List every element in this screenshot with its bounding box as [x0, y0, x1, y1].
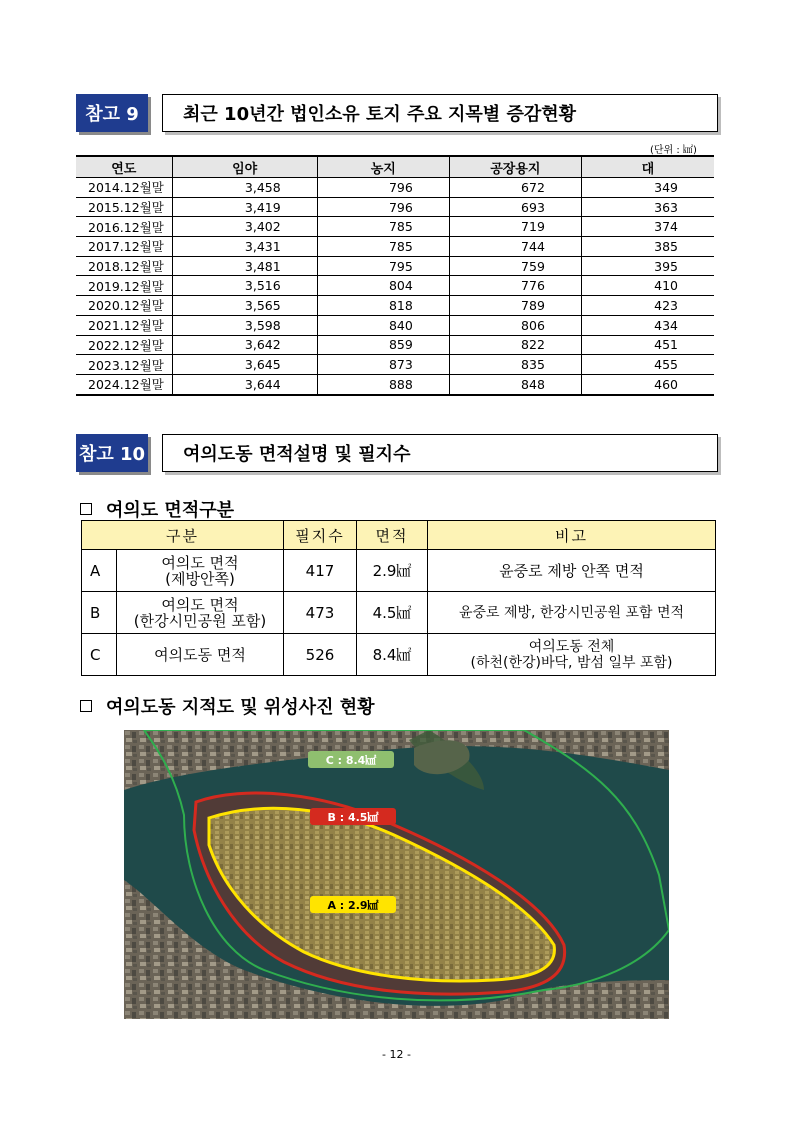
cell-value: 744 — [449, 237, 581, 257]
cell-value: 835 — [449, 355, 581, 375]
cell-value: 3,645 — [172, 355, 317, 375]
col-header-year: 연도 — [76, 156, 172, 178]
cell-value: 795 — [317, 256, 449, 276]
cell-year: 2023.12월말 — [76, 355, 172, 375]
cell-value: 349 — [581, 178, 714, 198]
cell-value: 840 — [317, 315, 449, 335]
row-area: 8.4㎢ — [357, 634, 428, 676]
table-row — [76, 276, 714, 296]
cell-value: 3,402 — [172, 217, 317, 237]
table-row — [76, 374, 714, 394]
cell-value: 385 — [581, 237, 714, 257]
cell-year: 2017.12월말 — [76, 237, 172, 257]
cell-year: 2018.12월말 — [76, 256, 172, 276]
checkbox-square-icon — [80, 503, 92, 515]
satellite-map — [124, 730, 669, 1019]
row-name: 여의도 면적 (한강시민공원 포함) — [117, 592, 284, 634]
section-heading-area — [80, 496, 234, 522]
row-id: A — [82, 550, 117, 592]
label-b: B : 4.5㎢ — [327, 811, 379, 824]
cell-value: 3,458 — [172, 178, 317, 198]
cell-value: 3,481 — [172, 256, 317, 276]
table-row — [76, 355, 714, 375]
cell-value: 434 — [581, 315, 714, 335]
row-parcels: 526 — [284, 634, 357, 676]
col-header-category: 구분 — [82, 521, 284, 550]
table-row — [76, 296, 714, 316]
col-header-forest: 임야 — [172, 156, 317, 178]
table-row — [82, 592, 716, 634]
ref9-title: 최근 10년간 법인소유 토지 주요 지목별 증감현황 — [162, 94, 718, 132]
cell-value: 3,431 — [172, 237, 317, 257]
row-id: C — [82, 634, 117, 676]
cell-value: 759 — [449, 256, 581, 276]
col-header-note: 비고 — [428, 521, 716, 550]
cell-year: 2015.12월말 — [76, 197, 172, 217]
cell-value: 451 — [581, 335, 714, 355]
page-number: - 12 - — [382, 1048, 411, 1061]
row-note: 윤중로 제방, 한강시민공원 포함 면적 — [428, 592, 716, 634]
ref10-badge: 참고 10 — [76, 434, 148, 472]
row-parcels: 473 — [284, 592, 357, 634]
cell-value: 693 — [449, 197, 581, 217]
table-row — [76, 197, 714, 217]
area-classification-table — [81, 520, 716, 676]
cell-value: 455 — [581, 355, 714, 375]
cell-value: 3,419 — [172, 197, 317, 217]
cell-value: 789 — [449, 296, 581, 316]
row-area: 4.5㎢ — [357, 592, 428, 634]
row-name: 여의도 면적 (제방안쪽) — [117, 550, 284, 592]
table-header-row — [82, 521, 716, 550]
table-row — [82, 634, 716, 676]
cell-value: 776 — [449, 276, 581, 296]
cell-value: 806 — [449, 315, 581, 335]
col-header-farmland: 농지 — [317, 156, 449, 178]
cell-value: 460 — [581, 374, 714, 394]
table-header-row — [76, 156, 714, 178]
cell-value: 785 — [317, 217, 449, 237]
cell-year: 2021.12월말 — [76, 315, 172, 335]
cell-value: 672 — [449, 178, 581, 198]
cell-value: 395 — [581, 256, 714, 276]
cell-value: 3,644 — [172, 374, 317, 394]
table-row — [76, 335, 714, 355]
col-header-factory: 공장용지 — [449, 156, 581, 178]
cell-value: 888 — [317, 374, 449, 394]
cell-value: 3,516 — [172, 276, 317, 296]
heading-text: 여의도동 지적도 및 위성사진 현황 — [106, 697, 375, 718]
heading-text: 여의도 면적구분 — [106, 500, 234, 521]
row-id: B — [82, 592, 117, 634]
cell-value: 785 — [317, 237, 449, 257]
section-heading-map — [80, 693, 375, 719]
cell-value: 859 — [317, 335, 449, 355]
row-parcels: 417 — [284, 550, 357, 592]
cell-year: 2019.12월말 — [76, 276, 172, 296]
ref10-title: 여의도동 면적설명 및 필지수 — [162, 434, 718, 472]
col-header-area: 면적 — [357, 521, 428, 550]
cell-year: 2022.12월말 — [76, 335, 172, 355]
cell-value: 423 — [581, 296, 714, 316]
cell-value: 796 — [317, 197, 449, 217]
cell-year: 2014.12월말 — [76, 178, 172, 198]
cell-value: 3,642 — [172, 335, 317, 355]
label-a: A : 2.9㎢ — [327, 899, 379, 912]
cell-value: 410 — [581, 276, 714, 296]
table-row — [76, 315, 714, 335]
cell-year: 2016.12월말 — [76, 217, 172, 237]
cell-value: 374 — [581, 217, 714, 237]
table-row — [82, 550, 716, 592]
row-note: 여의도동 전체 (하천(한강)바닥, 밤섬 일부 포함) — [428, 634, 716, 676]
cell-year: 2020.12월말 — [76, 296, 172, 316]
cell-value: 804 — [317, 276, 449, 296]
checkbox-square-icon — [80, 700, 92, 712]
cell-value: 3,565 — [172, 296, 317, 316]
row-note: 윤중로 제방 안쪽 면적 — [428, 550, 716, 592]
row-name: 여의도동 면적 — [117, 634, 284, 676]
land-area-table — [76, 155, 714, 396]
cell-value: 3,598 — [172, 315, 317, 335]
cell-value: 822 — [449, 335, 581, 355]
table-row — [76, 178, 714, 198]
col-header-site: 대 — [581, 156, 714, 178]
cell-year: 2024.12월말 — [76, 374, 172, 394]
row-area: 2.9㎢ — [357, 550, 428, 592]
ref9-badge: 참고 9 — [76, 94, 148, 132]
cell-value: 719 — [449, 217, 581, 237]
cell-value: 796 — [317, 178, 449, 198]
cell-value: 848 — [449, 374, 581, 394]
table-row — [76, 256, 714, 276]
cell-value: 873 — [317, 355, 449, 375]
table-row — [76, 237, 714, 257]
cell-value: 818 — [317, 296, 449, 316]
col-header-parcels: 필지수 — [284, 521, 357, 550]
label-c: C : 8.4㎢ — [325, 754, 377, 767]
unit-label: (단위 : ㎢) — [650, 145, 697, 156]
table-row — [76, 217, 714, 237]
cell-value: 363 — [581, 197, 714, 217]
